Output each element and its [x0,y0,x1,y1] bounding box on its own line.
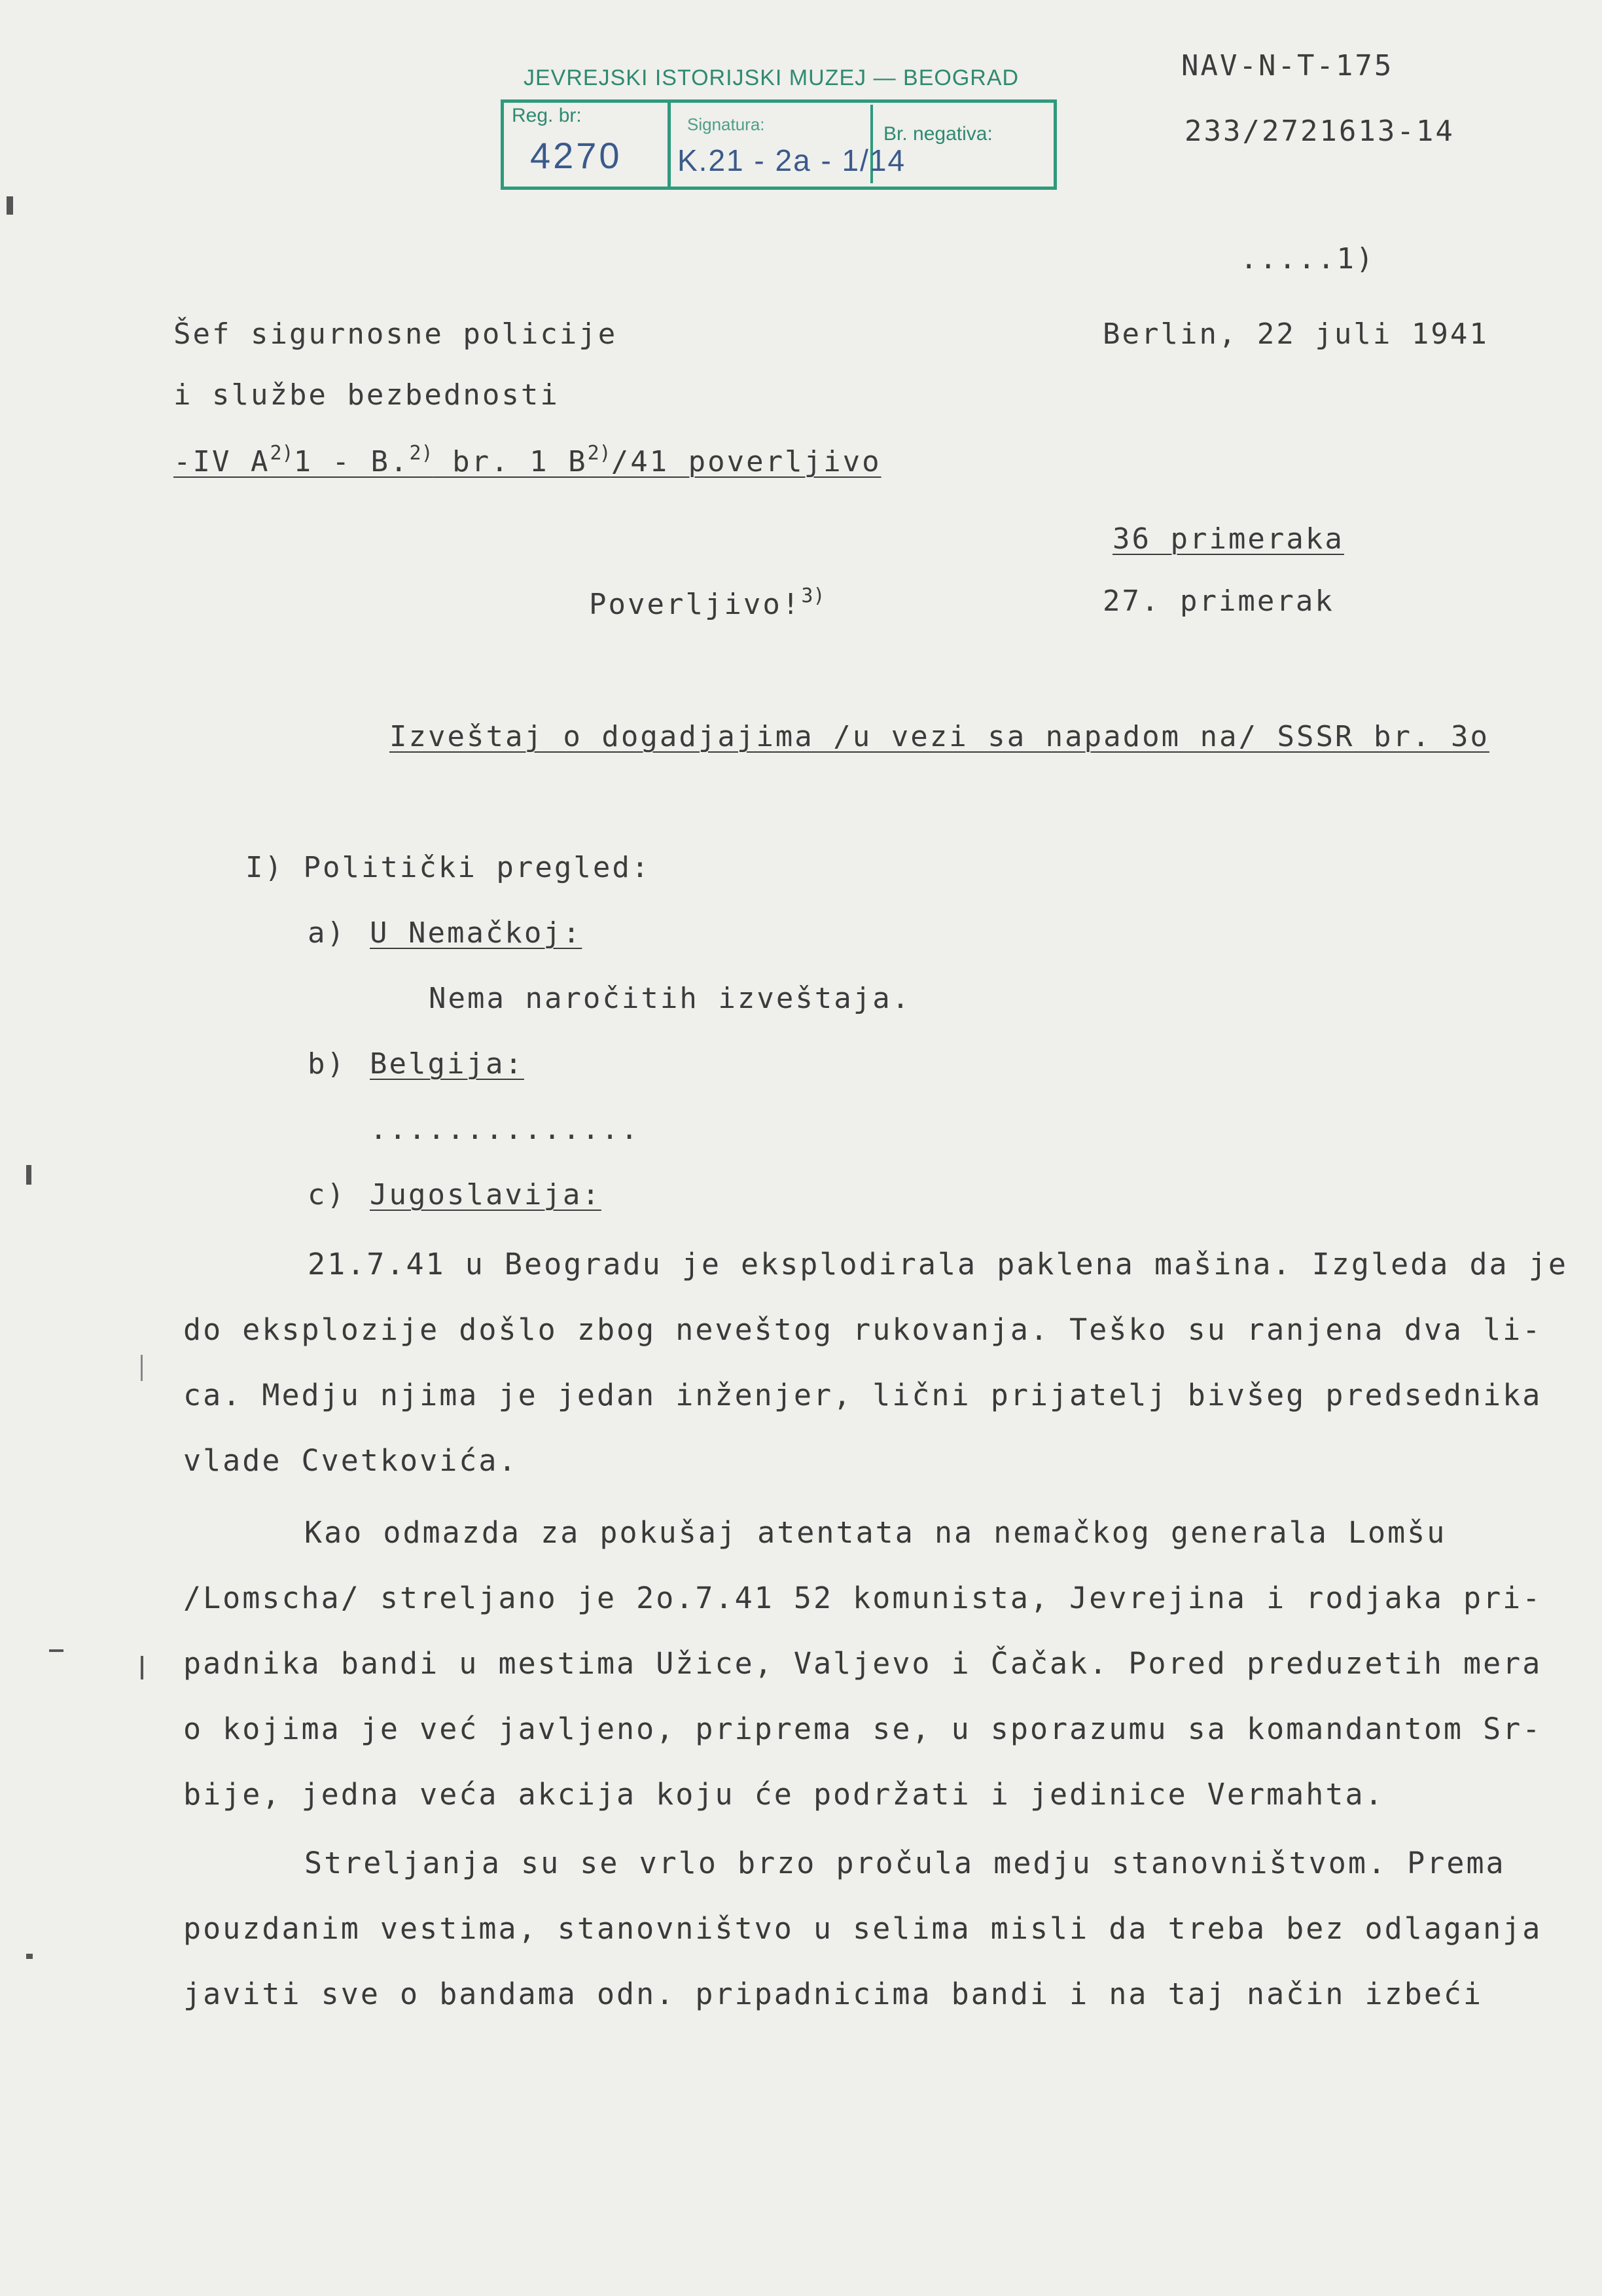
section-heading [245,851,650,884]
subsection-b-title: Belgija: [370,1047,524,1081]
paragraph-line: do eksplozije došlo zbog neveštog rukovanja. Teško su ranjena dva li- [183,1312,1542,1347]
classification-sup: 3) [801,584,825,607]
stamp-negativa-label: Br. negativa: [883,123,993,145]
subsection-b-marker: b) [308,1047,346,1081]
section-political-review: I) Politički pregled: [245,851,651,884]
footnote-marker: .....1) [1240,242,1376,276]
stamp-reg-value: 4270 [530,135,622,176]
scan-mark [26,1954,33,1959]
paragraph-line: bije, jedna veća akcija koju će podržati i jedinice Vermahta. [183,1777,1385,1812]
paragraph-line: padnika bandi u mestima Užice, Valjevo i Čačak. Pored preduzetih mera [183,1646,1542,1681]
ref-part-d: /41 poverljivo [611,445,881,478]
sender-line1: Šef sigurnosne policije [173,317,618,351]
ref-sup3: 2) [587,442,611,465]
paragraph-line: 21.7.41 u Beogradu je eksplodirala paklena mašina. Izgleda da je [308,1247,1568,1282]
archive-ref-line2: 233/2721613-14 [1184,115,1455,148]
scan-mark [7,196,13,215]
archive-ref-line1: NAV-N-T-175 [1181,49,1394,82]
ref-part-a: -IV A [173,445,270,478]
classification-mark [589,584,825,621]
paragraph-line: /Lomscha/ streljano je 2o.7.41 52 komunista, Jevrejina i rodjaka pri- [183,1581,1542,1615]
ref-part-b: 1 - B. [293,445,410,478]
scan-mark [141,1656,143,1679]
sender-reference [173,442,881,478]
subsection-b-text: .............. [370,1113,640,1146]
copies-total: 36 primeraka [1112,522,1344,556]
copy-number: 27. primerak [1103,584,1334,618]
paragraph-line: vlade Cvetkovića. [183,1443,518,1478]
ref-part-c: br. 1 B [433,445,588,478]
stamp-divider [668,99,671,190]
ref-sup2: 2) [409,442,433,465]
subsection-c-marker: c) [308,1178,346,1211]
subsection-a-title: U Nemačkoj: [370,916,582,950]
scan-mark [49,1649,63,1652]
scan-mark [26,1165,31,1185]
paragraph-line: pouzdanim vestima, stanovništvo u selima misli da treba bez odlaganja [183,1911,1542,1946]
paragraph-line: Kao odmazda za pokušaj atentata na nemačkog generala Lomšu [304,1515,1447,1550]
stamp-reg-label: Reg. br: [512,105,582,126]
report-title: Izveštaj o dogadjajima /u vezi sa napadom na/ SSSR br. 3o [389,720,1489,753]
classification-text: Poverljivo! [589,588,802,621]
subsection-a-marker: a) [308,916,346,950]
paragraph-line: Streljanja su se vrlo brzo pročula medju stanovništvom. Prema [304,1846,1506,1880]
scan-mark [141,1355,143,1381]
place-date: Berlin, 22 juli 1941 [1103,317,1489,351]
paragraph-line: o kojima je već javljeno, priprema se, u sporazumu sa komandantom Sr- [183,1712,1542,1746]
stamp-signatura-label: Signatura: [687,115,765,134]
subsection-a-text: Nema naročitih izveštaja. [429,982,912,1015]
sender-line2: i službe bezbednosti [173,378,560,412]
stamp-signatura-value: K.21 - 2a - 1/14 [677,143,906,177]
ref-sup1: 2) [270,442,294,465]
stamp-institution: JEVREJSKI ISTORIJSKI MUZEJ — BEOGRAD [524,65,1020,90]
paragraph-line: javiti sve o bandama odn. pripadnicima bandi i na taj način izbeći [183,1977,1484,2011]
paragraph-line: ca. Medju njima je jedan inženjer, lični prijatelj bivšeg predsednika [183,1378,1542,1412]
subsection-c-title: Jugoslavija: [370,1178,601,1211]
